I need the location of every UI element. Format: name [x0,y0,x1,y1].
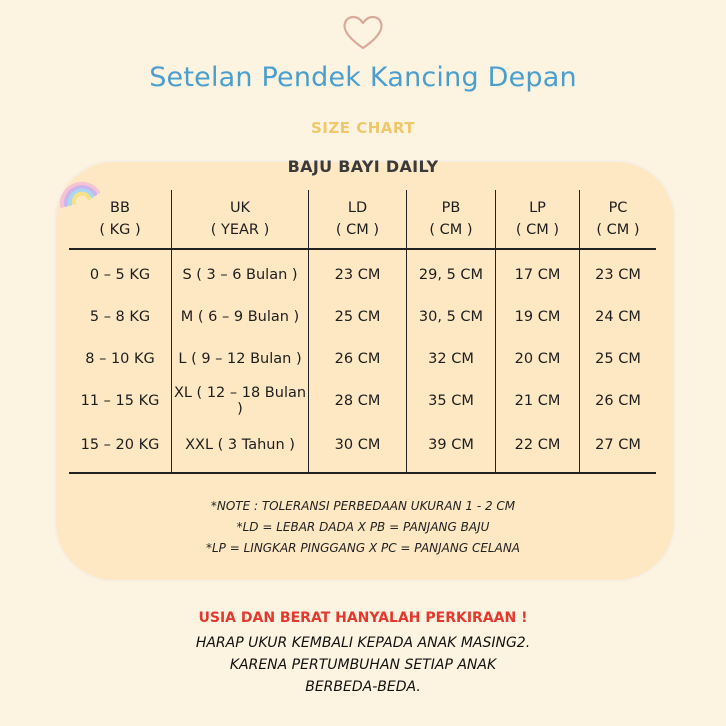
note-line: *NOTE : TOLERANSI PERBEDAAN UKURAN 1 - 2 CM [210,499,516,513]
table-cell: 28 CM [309,380,407,422]
table-row [69,338,656,380]
table-cell: 17 CM [496,249,580,296]
column-header [407,190,496,249]
table-cell: M ( 6 – 9 Bulan ) [172,296,309,338]
table-cell: 19 CM [496,296,580,338]
table-cell: 39 CM [407,422,496,473]
table-cell: 32 CM [407,338,496,380]
table-cell: 35 CM [407,380,496,422]
page-title: Setelan Pendek Kancing Depan [149,62,577,93]
table-row [69,296,656,338]
column-name: BB [110,200,130,216]
table-cell: 8 – 10 KG [85,351,155,367]
table-cell: 30 CM [309,422,407,473]
table-row [69,422,656,473]
card-title: BAJU BAYI DAILY [287,157,439,176]
table-cell: 23 CM [309,249,407,296]
page-subtitle: SIZE CHART [310,119,415,137]
column-name: PB [441,200,461,216]
column-name: LD [347,200,368,216]
table-cell: 11 – 15 KG [80,393,160,409]
heart-icon [341,12,385,52]
column-name: PC [608,200,628,216]
column-header [172,190,309,249]
table-cell: XL ( 12 – 18 Bulan ) [172,380,309,422]
table-cell: S ( 3 – 6 Bulan ) [172,249,309,296]
table-cell: L ( 9 – 12 Bulan ) [172,338,309,380]
column-unit: ( KG ) [99,222,141,238]
table-row [69,249,656,296]
column-header [309,190,407,249]
column-name: UK [229,200,251,216]
table-cell: 24 CM [580,296,657,338]
table-cell: 25 CM [309,296,407,338]
column-header [580,190,657,249]
table-header-row [69,190,656,249]
column-unit: ( CM ) [596,222,640,238]
table-cell: 30, 5 CM [407,296,496,338]
table-cell: 27 CM [580,422,657,473]
column-name: LP [529,200,546,216]
table-cell: 21 CM [496,380,580,422]
table-cell: 23 CM [580,249,657,296]
note-line: *LP = LINGKAR PINGGANG X PC = PANJANG CELANA [205,541,521,555]
note-line: *LD = LEBAR DADA X PB = PANJANG BAJU [236,520,490,534]
table-cell: 0 – 5 KG [89,267,151,283]
table-cell: 26 CM [309,338,407,380]
column-header [69,190,172,249]
disclaimer-line: BERBEDA-BEDA. [305,679,421,695]
table-cell: 5 – 8 KG [89,309,151,325]
disclaimer-line: HARAP UKUR KEMBALI KEPADA ANAK MASING2. [195,635,531,651]
column-unit: ( CM ) [335,222,380,238]
table-cell: 29, 5 CM [407,249,496,296]
table-cell: 15 – 20 KG [69,422,172,473]
table-cell: 20 CM [496,338,580,380]
disclaimer-line: KARENA PERTUMBUHAN SETIAP ANAK [229,657,497,673]
table-cell: 25 CM [580,338,657,380]
warning-text: USIA DAN BERAT HANYALAH PERKIRAAN ! [198,610,528,626]
notes-block [0,496,726,559]
table-cell: 26 CM [580,380,657,422]
table-row [69,380,656,422]
table-cell: 22 CM [496,422,580,473]
disclaimer-block [0,632,726,698]
column-unit: ( CM ) [429,222,473,238]
table-cell: XXL ( 3 Tahun ) [172,422,309,473]
column-unit: ( YEAR ) [210,222,270,238]
column-header [496,190,580,249]
size-table [69,190,656,474]
column-unit: ( CM ) [515,222,560,238]
